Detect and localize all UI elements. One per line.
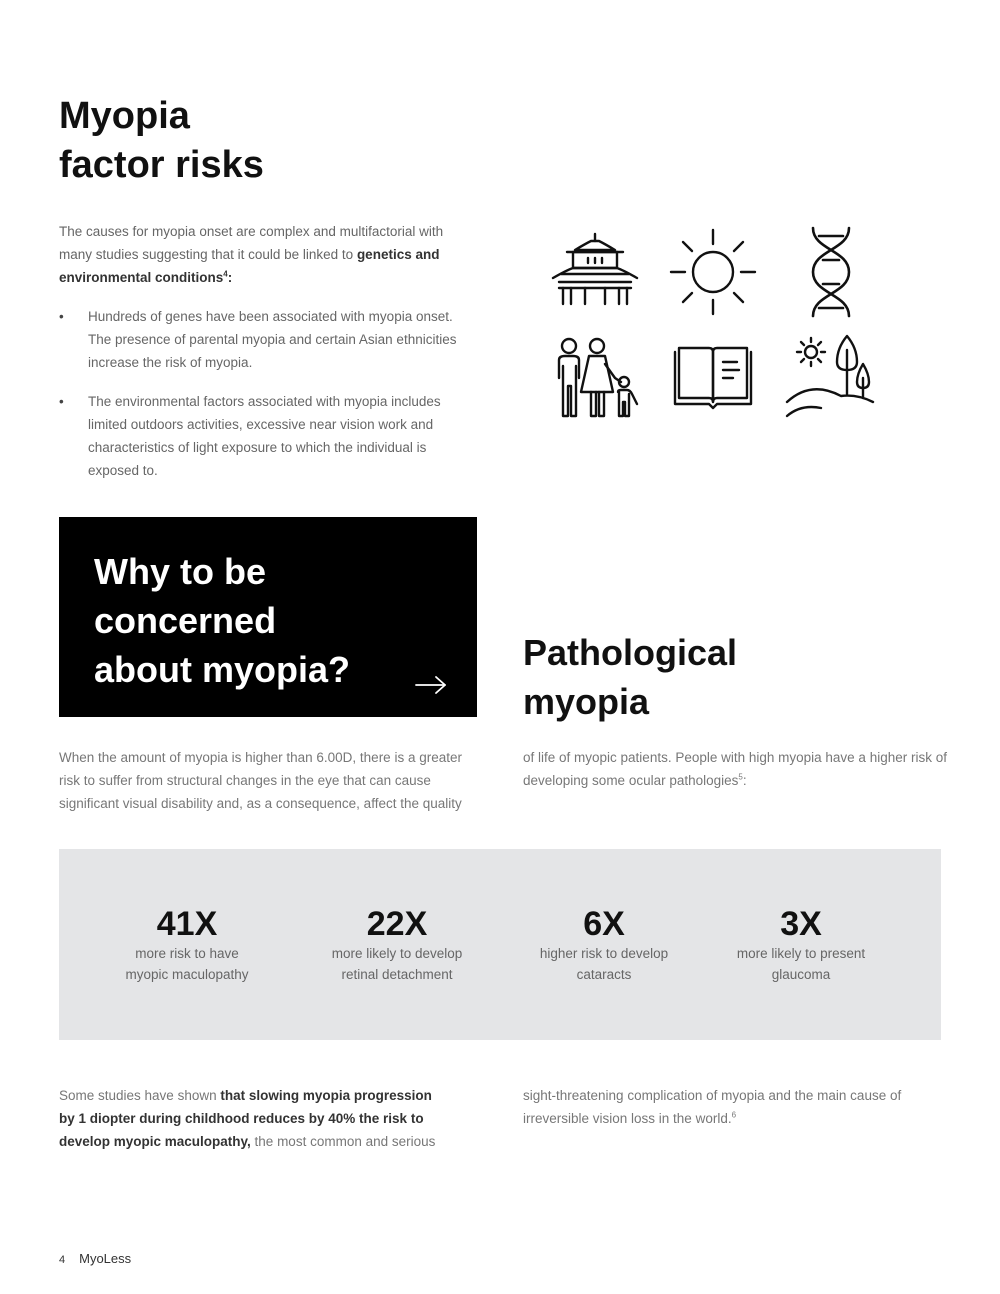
risk-statistics-panel bbox=[59, 849, 941, 1040]
outdoor-landscape-icon bbox=[781, 330, 881, 430]
list-item: • The environmental factors associated with myopia includes limited outdoors activities, excessive near vision work and characteristics of light exposure to which the individual is exposed to. bbox=[59, 394, 441, 478]
progression-paragraph-right: sight-threatening complication of myopia and the main cause of irreversible vision loss in the world.$^6$ bbox=[523, 1088, 902, 1126]
sun-icon bbox=[663, 222, 763, 322]
arrow-right-icon[interactable] bbox=[415, 675, 447, 695]
page-number: 4 bbox=[59, 1254, 66, 1266]
section-title-pathological-myopia: Pathological myopia bbox=[523, 632, 738, 722]
pathological-paragraph-right: of life of myopic patients. People with high myopia have a higher risk of developing some ocular pathologies$^5$: bbox=[523, 750, 947, 788]
list-item: • Hundreds of genes have been associated with myopia onset. The presence of parental myopia and certain Asian ethnicities increase the risk of myopia. bbox=[59, 309, 457, 370]
risk-icons-grid bbox=[545, 222, 880, 422]
pagoda-icon bbox=[545, 222, 645, 322]
stat-retinal-detachment: 22X more likely to develop retinal detachment bbox=[331, 905, 463, 982]
stat-maculopathy: 41X more risk to have myopic maculopathy bbox=[125, 905, 249, 982]
progression-paragraph-left: Some studies have shown that slowing myopia progression by 1 diopter during childhood reduces by 40% the risk to develop myopic maculopathy, the most common and serious bbox=[59, 1088, 436, 1149]
page-footer bbox=[59, 1251, 131, 1266]
family-icon bbox=[545, 330, 645, 430]
section-title-myopia-risks: Myopia factor risks bbox=[59, 95, 264, 186]
why-concerned-callout[interactable] bbox=[59, 517, 477, 717]
stat-glaucoma: 3X more likely to present glaucoma bbox=[736, 905, 866, 982]
risk-factor-list bbox=[59, 305, 479, 498]
intro-paragraph: The causes for myopia onset are complex and multifactorial with many studies suggesting that it could be linked to genetics and environmental conditions$^4$: bbox=[59, 224, 444, 285]
stat-cataracts: 6X higher risk to develop cataracts bbox=[539, 905, 669, 982]
dna-icon bbox=[781, 222, 881, 322]
pathological-paragraph-left: When the amount of myopia is higher than 6.00D, there is a greater risk to suffer from structural changes in the eye that can cause significant visual disability and, as a consequence, affect the quality bbox=[59, 750, 462, 811]
callout-title: Why to be concerned about myopia? bbox=[94, 551, 351, 690]
open-book-icon bbox=[663, 330, 763, 430]
brand-name: MyoLess bbox=[79, 1251, 132, 1266]
